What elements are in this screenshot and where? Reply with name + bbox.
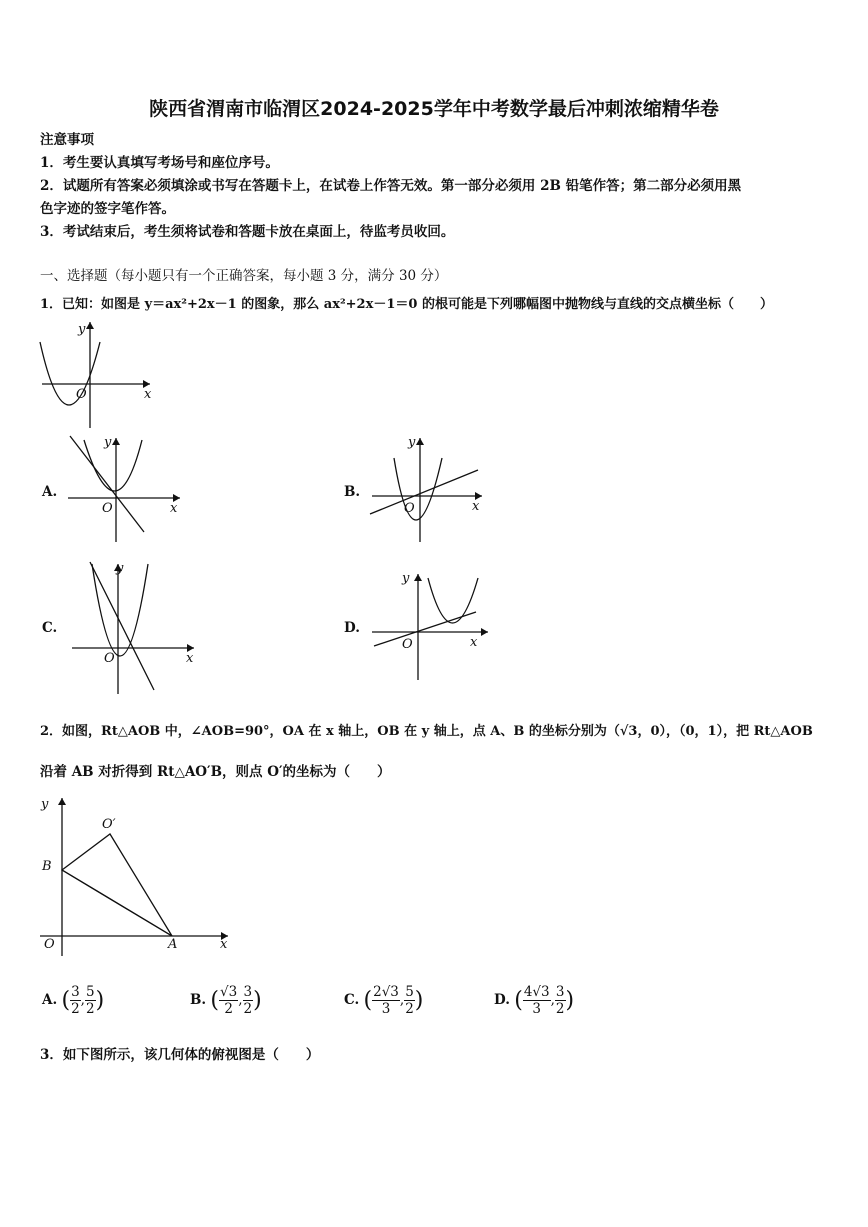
q1-d-y-label: y xyxy=(402,571,410,586)
q2-a-num1: 3 xyxy=(71,984,80,1000)
q2-x-label: x xyxy=(220,937,228,952)
q2-point-a-label: A xyxy=(168,937,178,952)
q1-d-origin-label: O xyxy=(402,637,413,652)
q1-main-origin-label: O xyxy=(76,387,87,402)
q1-a-x-label: x xyxy=(170,501,178,516)
q2-d-den1: 3 xyxy=(532,1001,542,1017)
q1-b-x-label: x xyxy=(472,499,480,514)
question-3-text: 3．如下图所示，该几何体的俯视图是（ ） xyxy=(40,1047,320,1063)
q2-c-den2: 2 xyxy=(405,1001,414,1017)
q1-main-x-label: x xyxy=(144,387,152,402)
q1-a-y-label: y xyxy=(104,435,112,450)
q2-triangle-figure xyxy=(36,794,236,958)
q2-c-num2: 5 xyxy=(405,984,414,1000)
notice-item-1: 1．考生要认真填写考场号和座位序号。 xyxy=(40,155,279,171)
q1-c-x-label: x xyxy=(186,651,194,666)
q2-a-den1: 2 xyxy=(71,1001,80,1017)
q1-main-y-label: y xyxy=(78,322,86,337)
q1-d-x-label: x xyxy=(470,635,478,650)
q1-option-d-label[interactable]: D. xyxy=(344,620,360,636)
q2-b-num1: √3 xyxy=(220,984,238,1000)
notice-item-2-cont: 色字迹的签字笔作答。 xyxy=(40,201,175,217)
q1-option-a-label[interactable]: A. xyxy=(42,484,58,500)
q2-option-b[interactable]: B. ( $\frac{√3}{2}$ , $\frac{3}{2}$ ) xyxy=(190,984,262,1017)
q2-d-num2: 3 xyxy=(555,984,565,1000)
q2-option-a-label: A. xyxy=(42,992,58,1008)
notice-item-3: 3．考试结束后，考生须将试卷和答题卡放在桌面上，待监考员收回。 xyxy=(40,224,455,240)
q1-option-b-graph[interactable] xyxy=(366,432,496,544)
q1-option-c-graph[interactable] xyxy=(66,558,202,696)
q1-a-origin-label: O xyxy=(102,501,113,516)
question-2-line-1: 2．如图，Rt△AOB 中，∠AOB=90°，OA 在 x 轴上，OB 在 y 轴上，点 A、B 的坐标分别为（√3，0），（0，1），把 Rt△AOB xyxy=(40,724,813,739)
q2-a-den2: 2 xyxy=(85,1001,95,1017)
q2-a-num2: 5 xyxy=(85,984,95,1000)
q2-b-num2: 3 xyxy=(243,984,253,1000)
q2-point-o-prime-label: O′ xyxy=(102,817,116,832)
q2-c-num1: 2√3 xyxy=(373,984,399,1000)
q1-option-c-label[interactable]: C. xyxy=(42,620,58,636)
q2-option-a[interactable]: A. ( $\frac{3}{2}$ , $\frac{5}{2}$ ) xyxy=(42,984,105,1017)
question-2-line-2: 沿着 AB 对折得到 Rt△AO′B，则点 O′的坐标为（ ） xyxy=(40,764,391,780)
q2-b-den2: 2 xyxy=(243,1001,253,1017)
question-1-text: 1．已知：如图是 y＝ax²+2x－1 的图象，那么 ax²+2x－1＝0 的根可能是下列哪幅图中抛物线与直线的交点横坐标（ ） xyxy=(40,297,773,312)
q2-y-label: y xyxy=(41,797,49,812)
q2-option-c-label: C. xyxy=(344,992,360,1008)
q1-main-graph xyxy=(38,318,158,430)
q2-option-b-label: B. xyxy=(190,992,207,1008)
q1-b-origin-label: O xyxy=(404,501,415,516)
q1-c-y-label: y xyxy=(116,561,124,576)
page-title: 陕西省渭南市临渭区2024-2025学年中考数学最后冲刺浓缩精华卷 xyxy=(149,98,719,120)
notice-heading: 注意事项 xyxy=(40,132,94,148)
q2-c-den1: 3 xyxy=(381,1001,391,1017)
q2-b-den1: 2 xyxy=(224,1001,233,1017)
q1-option-b-label[interactable]: B. xyxy=(344,484,361,500)
q2-option-c[interactable]: C. ( $\frac{2√3}{3}$ , $\frac{5}{2}$ ) xyxy=(344,984,424,1017)
notice-item-2: 2．试题所有答案必须填涂或书写在答题卡上，在试卷上作答无效。第一部分必须用 2B 铅笔作答；第二部分必须用黑 xyxy=(40,178,742,194)
q2-origin-label: O xyxy=(44,937,55,952)
q1-b-y-label: y xyxy=(408,435,416,450)
q1-option-d-graph[interactable] xyxy=(366,568,496,684)
q1-option-a-graph[interactable] xyxy=(62,432,192,544)
q1-c-origin-label: O xyxy=(104,651,115,666)
q2-option-d-label: D. xyxy=(494,992,510,1008)
q2-d-num1: 4√3 xyxy=(523,984,550,1000)
q2-d-den2: 2 xyxy=(555,1001,565,1017)
section-heading: 一、选择题（每小题只有一个正确答案，每小题 3 分，满分 30 分） xyxy=(40,268,448,284)
q2-point-b-label: B xyxy=(42,859,52,874)
q2-option-d[interactable]: D. ( $\frac{4√3}{3}$ , $\frac{3}{2}$ ) xyxy=(494,984,575,1017)
